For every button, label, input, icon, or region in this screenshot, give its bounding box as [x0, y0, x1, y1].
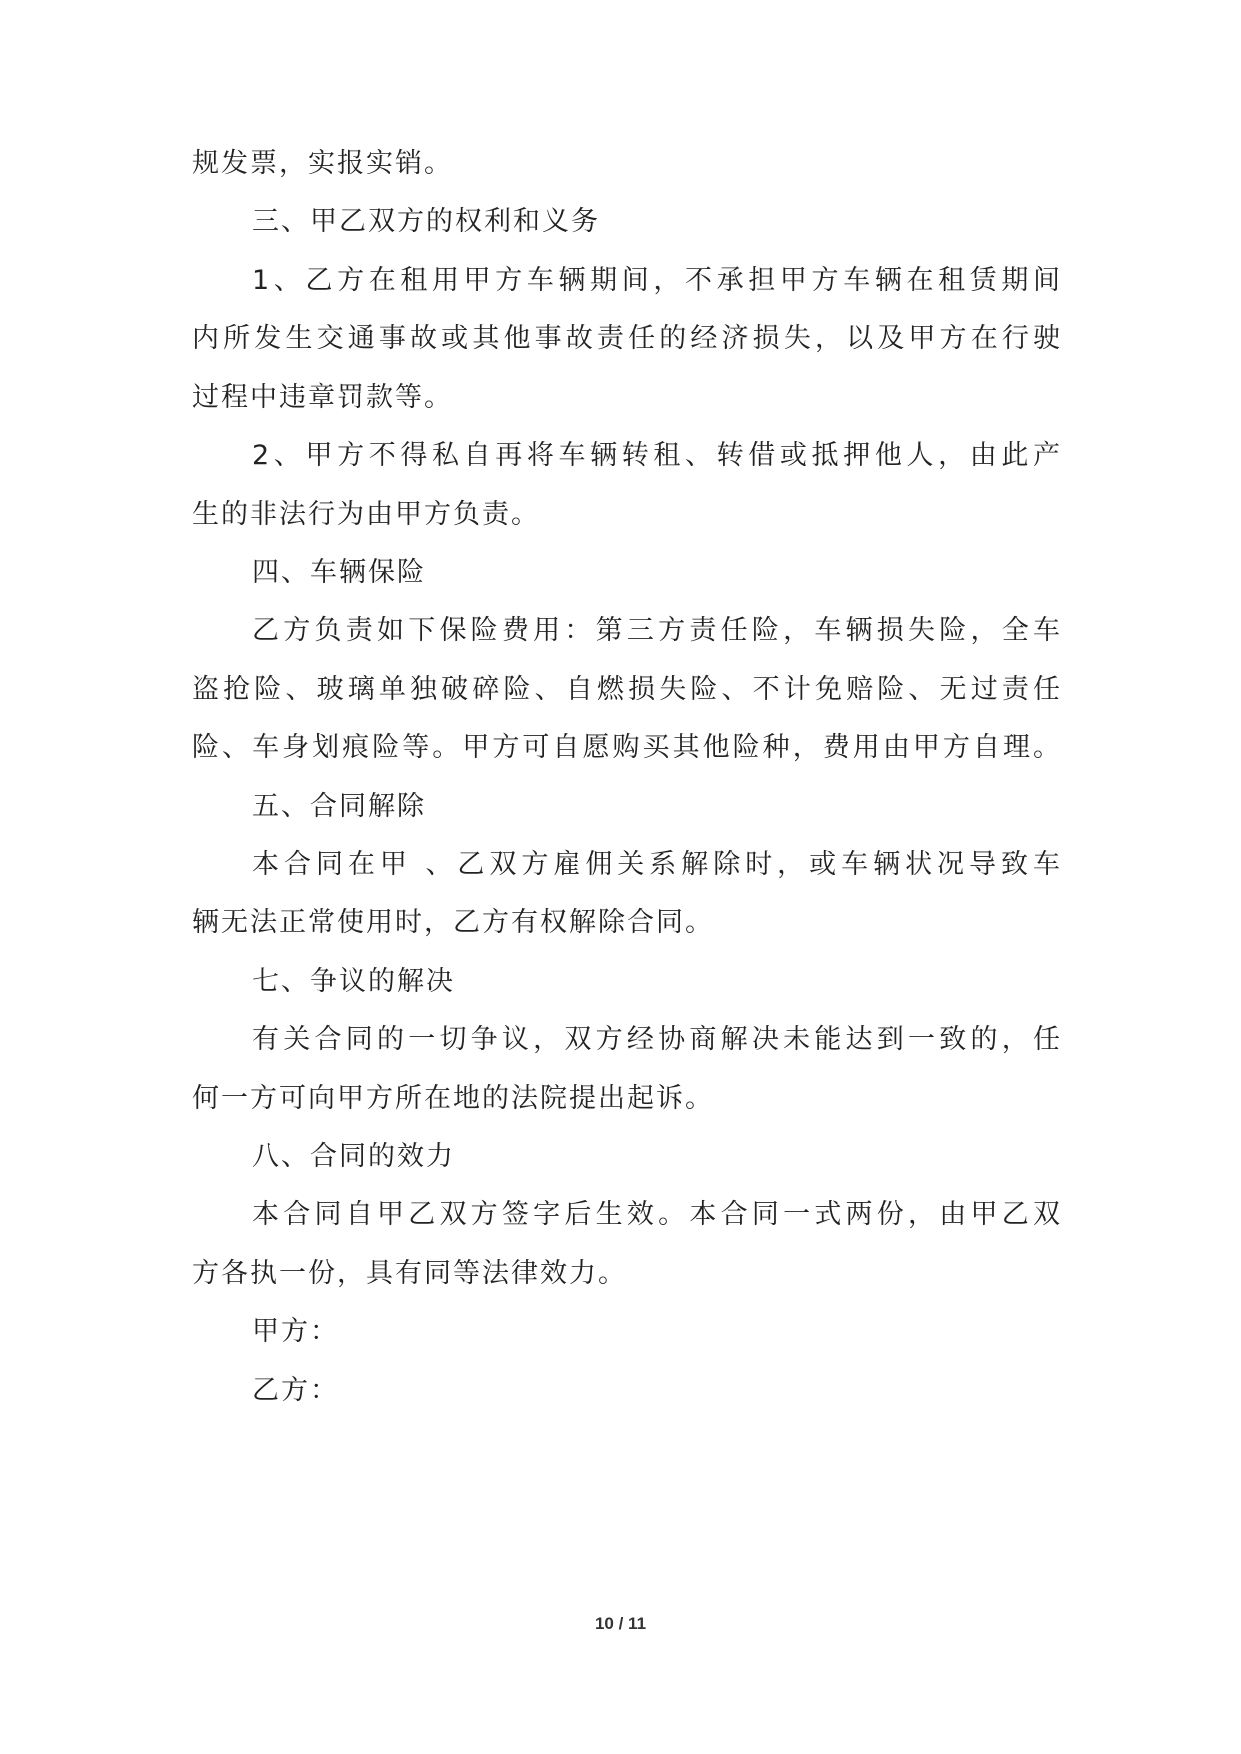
text-line: 辆无法正常使用时，乙方有权解除合同。: [192, 907, 714, 938]
party-a-signature-label: 甲方：: [252, 1316, 339, 1347]
text-line: 险、车身划痕险等。甲方可自愿购买其他险种，费用由甲方自理。: [192, 732, 1062, 763]
text-line: 本合同自甲乙双方签字后生效。本合同一式两份，由甲乙双: [252, 1199, 1062, 1230]
section-heading: 三、甲乙双方的权利和义务: [252, 206, 600, 237]
section-heading: 七、争议的解决: [252, 966, 455, 997]
party-b-signature-label: 乙方：: [252, 1375, 339, 1406]
section-heading: 五、合同解除: [252, 791, 426, 822]
text-line: 生的非法行为由甲方负责。: [192, 499, 540, 530]
text-line: 盗抢险、玻璃单独破碎险、自燃损失险、不计免赔险、无过责任: [192, 674, 1062, 705]
text-line: 乙方负责如下保险费用：第三方责任险，车辆损失险，全车: [252, 615, 1062, 646]
text-line: 本合同在甲 、乙双方雇佣关系解除时，或车辆状况导致车: [252, 849, 1062, 880]
text-line: 有关合同的一切争议，双方经协商解决未能达到一致的，任: [252, 1024, 1062, 1055]
text-line: 何一方可向甲方所在地的法院提出起诉。: [192, 1083, 714, 1114]
text-line: 1、乙方在租用甲方车辆期间，不承担甲方车辆在租赁期间: [252, 265, 1062, 296]
section-heading: 八、合同的效力: [252, 1141, 455, 1172]
text-line: 内所发生交通事故或其他事故责任的经济损失，以及甲方在行驶: [192, 323, 1062, 354]
section-heading: 四、车辆保险: [252, 557, 426, 588]
page-number: 10 / 11: [594, 1614, 647, 1633]
text-line: 2、甲方不得私自再将车辆转租、转借或抵押他人，由此产: [252, 440, 1062, 471]
text-line: 规发票，实报实销。: [192, 148, 453, 179]
text-line: 方各执一份，具有同等法律效力。: [192, 1258, 627, 1289]
text-line: 过程中违章罚款等。: [192, 382, 453, 413]
